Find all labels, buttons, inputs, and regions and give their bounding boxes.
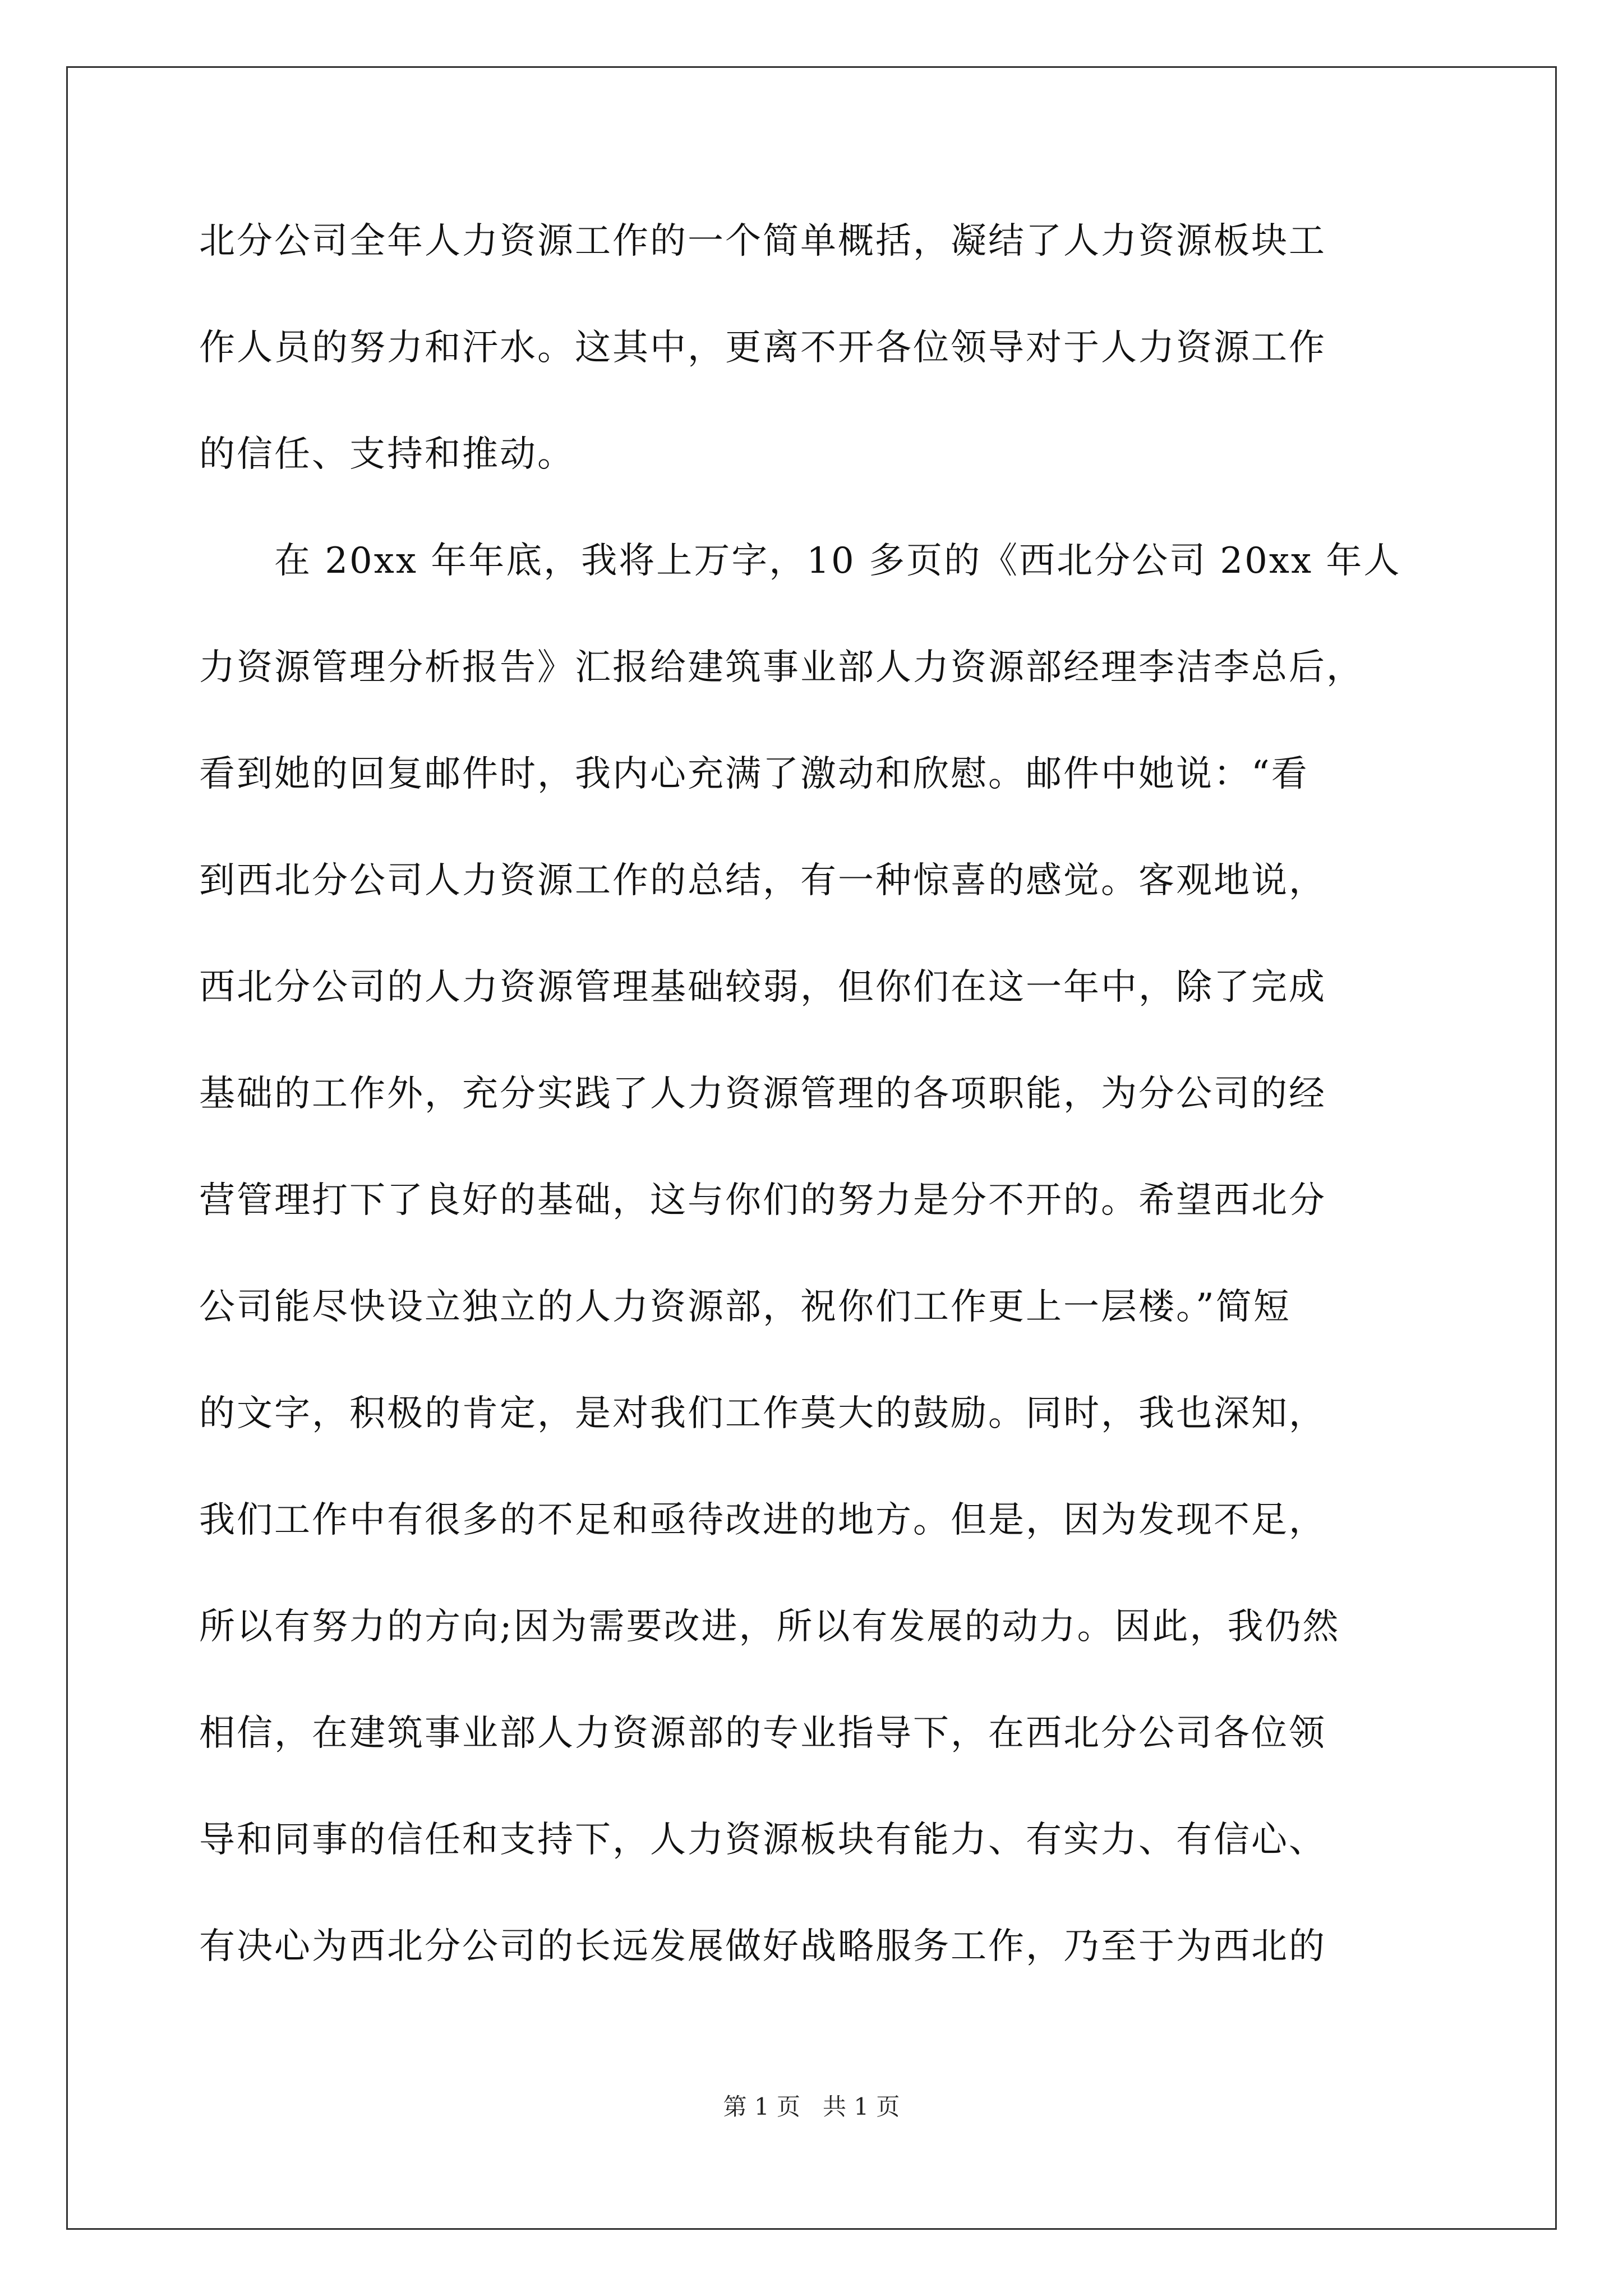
- text-line: 导和同事的信任和支持下，人力资源板块有能力、有实力、有信心、: [199, 1819, 1326, 1861]
- text-line: 的文字，积极的肯定，是对我们工作莫大的鼓励。同时，我也深知，: [199, 1393, 1326, 1434]
- page-total: 共 1 页: [823, 2093, 900, 2120]
- text-line: 我们工作中有很多的不足和亟待改进的地方。但是，因为发现不足，: [199, 1499, 1326, 1541]
- page-number: 第 1 页: [723, 2093, 800, 2120]
- page-border: [66, 66, 1557, 2230]
- text-line: 相信，在建筑事业部人力资源部的专业指导下，在西北分公司各位领: [199, 1713, 1326, 1754]
- text-line: 有决心为西北分公司的长远发展做好战略服务工作，乃至于为西北的: [199, 1926, 1326, 1967]
- text-line: 力资源管理分析报告》汇报给建筑事业部人力资源部经理李洁李总后，: [199, 647, 1364, 688]
- text-line: 看到她的回复邮件时，我内心充满了激动和欣慰。邮件中她说：“看: [199, 753, 1309, 795]
- text-line: 在 20xx 年年底，我将上万字，10 多页的《西北分公司 20xx 年人: [199, 540, 1401, 582]
- text-line: 西北分公司的人力资源管理基础较弱，但你们在这一年中，除了完成: [199, 967, 1326, 1008]
- page-footer: [0, 2091, 1623, 2123]
- text-line: 到西北分公司人力资源工作的总结，有一种惊喜的感觉。客观地说，: [199, 860, 1326, 901]
- text-line: 公司能尽快设立独立的人力资源部，祝你们工作更上一层楼。”简短: [199, 1286, 1291, 1328]
- text-line: 基础的工作外，充分实践了人力资源管理的各项职能，为分公司的经: [199, 1073, 1326, 1115]
- text-line: 所以有努力的方向;因为需要改进，所以有发展的动力。因此，我仍然: [199, 1606, 1340, 1648]
- text-line: 作人员的努力和汗水。这其中，更离不开各位领导对于人力资源工作: [199, 327, 1326, 369]
- text-line: 营管理打下了良好的基础，这与你们的努力是分不开的。希望西北分: [199, 1180, 1326, 1221]
- text-line: 的信任、支持和推动。: [199, 434, 575, 475]
- text-line: 北分公司全年人力资源工作的一个简单概括，凝结了人力资源板块工: [199, 220, 1326, 262]
